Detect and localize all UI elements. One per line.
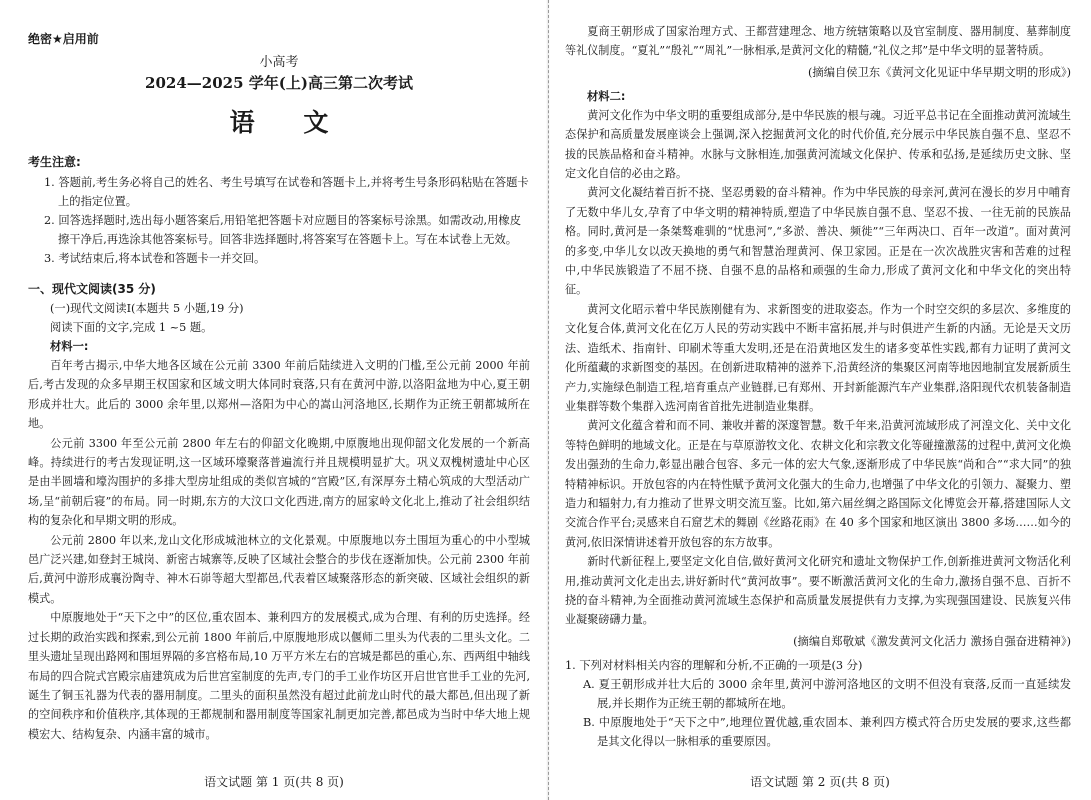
notice-title: 考生注意: xyxy=(28,155,81,169)
text-paragraph: 黄河文化凝结着百折不挠、坚忍勇毅的奋斗精神。作为中华民族的母亲河,黄河在漫长的岁月中哺育了无数中华儿女,孕育了中华文明的精神特质,塑造了中华民族自强不息、坚忍不拔、一往无前的民族品格。同时,黄河是一条桀骜难驯的“忧患河”,“多淤、善决、频徙”“三年两决口、百年一改道”。面对黄河的多变,中华儿女以改天换地的勇气和智慧治理黄河、保卫家园。正是在一次次战胜灾害和苦难的过程中,中华民族锻造了不屈不挠、自强不息的品格和顽强的生命力,形成了黄河文化和中华文化的突出特征。 xyxy=(565,186,1071,297)
section-title: 一、现代文阅读(35 分) xyxy=(28,282,156,296)
question-stem: 1. 下列对材料相关内容的理解和分析,不正确的一项是(3 分) xyxy=(565,658,863,672)
source-citation: (摘编自侯卫东《黄河文化见证中华早期文明的形成》) xyxy=(808,65,1071,79)
subject-title: 语 文 xyxy=(229,108,349,137)
text-paragraph: 公元前 3300 年至公元前 2800 年左右的仰韶文化晚期,中原腹地出现仰韶文化发展的一个新高峰。持续进行的考古发现证明,这一区域环壕聚落普遍流行并且规模明显扩大。巩义双槐树遗址中心区是由半圆墙和壕沟围护的多排大型房址组成的类似宫城的“宫殿”区,有深厚夯土精心筑成的大型活动广场,呈“前朝后寝”的布局。同一时期,东方的大汶口文化西进,南方的屈家岭文化北上,推动了社会组织结构的复杂化和早期文明的形成。 xyxy=(28,436,530,528)
text-paragraph: 夏商王朝形成了国家治理方式、王都营建理念、地方统辖策略以及官室制度、器用制度、墓葬制度等礼仪制度。“夏礼”“殷礼”“周礼”一脉相承,是黄河文化的精髓,“礼仪之邦”是中华文明的显著特质。 xyxy=(565,25,1071,58)
reading-instruction: 阅读下面的文字,完成 1 ~5 题。 xyxy=(50,321,213,334)
material-label: 材料一: xyxy=(50,340,89,353)
text-paragraph: 中原腹地处于“天下之中”的区位,重农固本、兼利四方的发展模式,成为合理、有利的历史选择。经过长期的政治实践和探索,到公元前 1800 年前后,中原腹地形成以偃师二里头为代表的二里头文化。二里头遗址呈现出路网和围垣界隔的多宫格布局,10 万平方米左右的宫城是都邑的重心,东、西两组中轴线布局的四合院式宫殿宗庙建筑成为后世宫室制度的先声,专门的手工业作坊区开启世官世手工业的先河,诞生了铜玉礼器为代表的器用制度。二里头的面积虽然没有超过此前龙山时代的最大都邑,但出现了新的空间秩序和价值秩序,其体现的王都规制和器用制度等国家礼制更加完善,都邑成为当时中华大地上规模宏大、结构复杂、内涵丰富的城市。 xyxy=(28,611,530,741)
confidential-seal: 绝密★启用前 xyxy=(28,32,99,46)
exam-subheading: 小高考 xyxy=(259,55,299,70)
page-footer: 语文试题 第 2 页(共 8 页) xyxy=(750,775,890,789)
notice-item: 3. 考试结束后,将本试卷和答题卡一并交回。 xyxy=(44,252,266,265)
right-page xyxy=(548,0,1091,800)
material-label: 材料二: xyxy=(587,89,626,103)
text-paragraph: 黄河文化昭示着中华民族刚健有为、求新图变的进取姿态。作为一个时空交织的多层次、多维度的文化复合体,黄河文化在亿万人民的劳动实践中不断丰富拓展,并与时俱进产生新的内涵。无论是天文历法、造纸术、指南针、印刷术等重大发明,还是在沿黄地区发生的诸多变革性实践,都有力证明了黄河文化所蕴藏的求新图变的基因。在创新进取精神的滋养下,沿黄经济的集聚区河南等地因地制宜发展新质生产力,实施绿色制造工程,培育重点产业链群,已有郑州、开封新能源汽车产业集群,洛阳现代农机装备制造业集群等数个集群入选河南省首批先进制造业集群。 xyxy=(565,302,1071,413)
text-paragraph: 百年考古揭示,中华大地各区域在公元前 3300 年前后陆续进入文明的门槛,至公元前 2000 年前后,考古发现的众多早期王权国家和区域文明大体同时衰落,只有在黄河中游,以洛阳盆地为中心,夏王朝形成并壮大。此后的 3000 余年里,以郑州—洛阳为中心的嵩山河洛地区,长期作为正统王朝都城所在地。 xyxy=(28,359,530,431)
exam-title: 2024—2025 学年(上)高三第二次考试 xyxy=(145,74,413,92)
answer-option: A. 夏王朝形成并壮大后的 3000 余年里,黄河中游河洛地区的文明不但没有衰落,反而一直延续发展,并长期作为正统王朝的都城所在地。 xyxy=(583,677,1071,710)
notice-item: 2. 回答选择题时,选出每小题答案后,用铅笔把答题卡对应题目的答案标号涂黑。如需改动,用橡皮擦干净后,再选涂其他答案标号。回答非选择题时,将答案写在答题卡上。写在本试卷上无效。 xyxy=(44,214,522,246)
page-footer: 语文试题 第 1 页(共 8 页) xyxy=(204,775,344,789)
notice-item: 1. 答题前,考生务必将自己的姓名、考生号填写在试卷和答题卡上,并将考生号条形码粘贴在答题卡上的指定位置。 xyxy=(44,176,529,208)
text-paragraph: 黄河文化作为中华文明的重要组成部分,是中华民族的根与魂。习近平总书记在全面推动黄河流域生态保护和高质量发展座谈会上强调,深入挖掘黄河文化的时代价值,充分展示中华民族自强不息、坚忍不拔的民族品格和奋斗精神。水脉与文脉相连,加强黄河流域文化保护、传承和弘扬,是延续历史文脉、坚定文化自信的必由之路。 xyxy=(565,108,1071,181)
text-paragraph: 黄河文化蕴含着和而不同、兼收并蓄的深邃智慧。数千年来,沿黄河流域形成了河湟文化、关中文化等特色鲜明的地域文化。正是在与草原游牧文化、农耕文化和宗教文化等碰撞激荡的过程中,黄河文化焕发出强劲的生命力,彰显出融合包容、多元一体的宏大气象,逐渐形成了中华民族“尚和合”“求大同”的独特精神标识。开放包容的内在特性赋予黄河文化强大的生命力,也增强了中华文化的引领力、凝聚力、塑造力和辐射力,有力推动了世界文明交流互鉴。比如,第六届丝绸之路国际文化博览会开幕,搭建国际人文交流合作平台;灵感来自石窟艺术的舞剧《丝路花雨》在 40 多个国家和地区演出 3800 多场……如今的黄河,依旧深情讲述着开放包容的东方故事。 xyxy=(565,419,1071,549)
subsection-title: (一)现代文阅读Ⅰ(本题共 5 小题,19 分) xyxy=(50,302,244,315)
source-citation: (摘编自郑敬斌《激发黄河文化活力 激扬自强奋进精神》) xyxy=(793,634,1071,648)
answer-option: B. 中原腹地处于“天下之中”,地理位置优越,重农固本、兼利四方模式符合历史发展的要求,这些都是其文化得以一脉相承的重要原因。 xyxy=(583,715,1071,748)
text-paragraph: 新时代新征程上,要坚定文化自信,做好黄河文化研究和遗址文物保护工作,创新推进黄河文物活化利用,推动黄河文化走出去,讲好新时代“黄河故事”。要不断激活黄河文化的生命力,激扬自强不息、百折不挠的奋斗精神,为全面推动黄河流域生态保护和高质量发展提供有力支撑,为实现强国建设、民族复兴伟业凝聚磅礴力量。 xyxy=(565,555,1071,627)
text-paragraph: 公元前 2800 年以来,龙山文化形成城池林立的文化景观。中原腹地以夯土围垣为重心的中小型城邑广泛兴建,如登封王城岗、新密古城寨等,反映了区域社会整合的步伐在逐渐加快。公元前 2300 年前后,黄河中游形成襄汾陶寺、神木石峁等超大型都邑,代表着区域聚落形态的新突破、区域社会组织的新模式。 xyxy=(28,533,530,605)
